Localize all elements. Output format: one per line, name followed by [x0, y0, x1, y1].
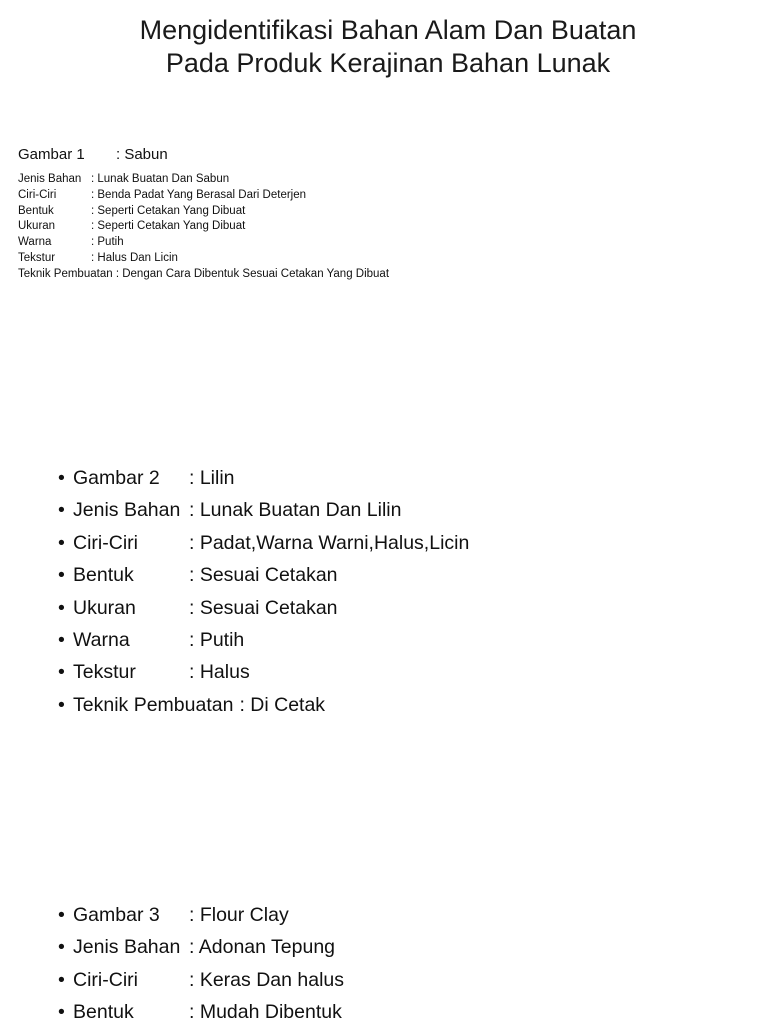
bullet-icon: •	[58, 693, 65, 716]
list-item-label: Jenis Bahan	[73, 499, 181, 522]
section-gambar-3-list	[58, 899, 738, 1029]
list-item	[58, 964, 738, 996]
section-1-heading	[18, 144, 478, 166]
title-line-1: Mengidentifikasi Bahan Alam Dan Buatan	[139, 15, 637, 45]
list-item-label: Warna	[73, 629, 130, 652]
list-item	[58, 592, 738, 624]
list-item	[58, 559, 738, 591]
bullet-icon: •	[58, 904, 65, 926]
detail-row-teknik-pembuatan	[18, 267, 418, 283]
detail-label: Ciri-Ciri	[18, 188, 57, 201]
list-item	[58, 527, 738, 559]
section-1-details	[18, 172, 478, 283]
list-item-label: Bentuk	[73, 1001, 134, 1024]
list-item-value: : Padat,Warna Warni,Halus,Licin	[189, 531, 470, 554]
list-item-value: : Putih	[189, 629, 245, 652]
list-item-label: Tekstur	[73, 661, 136, 684]
list-item	[58, 656, 738, 688]
detail-label: Jenis Bahan	[18, 173, 82, 185]
bullet-icon: •	[58, 936, 65, 959]
detail-row-ukuran	[18, 219, 478, 235]
detail-row-ciri-ciri	[18, 188, 478, 204]
detail-label: Ukuran	[18, 220, 56, 233]
section-gambar-1	[18, 144, 478, 283]
list-item	[58, 931, 738, 963]
list-item-label: Jenis Bahan	[73, 936, 181, 959]
bullet-icon: •	[58, 661, 65, 684]
detail-row-bentuk	[18, 204, 478, 220]
list-item	[58, 899, 738, 931]
detail-row-jenis-bahan	[18, 172, 478, 188]
list-item	[58, 494, 738, 526]
page-title	[0, 14, 768, 80]
detail-row-tekstur	[18, 251, 478, 267]
detail-value: : Lunak Buatan Dan Sabun	[91, 173, 230, 185]
list-item-value: : Flour Clay	[189, 904, 289, 926]
list-item-value: : Lilin	[189, 467, 235, 489]
list-item-value: : Sesuai Cetakan	[189, 564, 338, 587]
list-item	[58, 624, 738, 656]
detail-value: : Halus Dan Licin	[91, 251, 178, 264]
list-item-value: : Mudah Dibentuk	[189, 1001, 342, 1024]
bullet-icon: •	[58, 629, 65, 652]
bullet-icon: •	[58, 499, 65, 522]
bullet-icon: •	[58, 596, 65, 619]
list-item-label: Ciri-Ciri	[73, 968, 138, 991]
detail-value: : Putih	[91, 236, 124, 249]
section-1-heading-value: : Sabun	[116, 146, 168, 163]
detail-value: : Seperti Cetakan Yang Dibuat	[91, 204, 246, 217]
list-item-value: : Adonan Tepung	[189, 936, 336, 959]
detail-label: Tekstur	[18, 251, 56, 264]
bullet-icon: •	[58, 564, 65, 587]
detail-value: : Dengan Cara Dibentuk Sesuai Cetakan Yang Dibuat	[115, 267, 390, 280]
list-item-value: : Halus	[189, 661, 250, 684]
section-1-heading-label: Gambar 1	[18, 146, 85, 163]
list-item-value: : Lunak Buatan Dan Lilin	[189, 499, 402, 522]
list-item-label: Gambar 2	[73, 467, 160, 489]
list-item	[58, 462, 738, 494]
detail-value: : Benda Padat Yang Berasal Dari Deterjen	[91, 188, 307, 201]
list-item-value: : Di Cetak	[239, 693, 326, 716]
detail-label: Teknik Pembuatan	[18, 267, 113, 280]
bullet-icon: •	[58, 467, 65, 489]
detail-label: Warna	[18, 236, 52, 249]
list-item-label: Ukuran	[73, 596, 136, 619]
list-item	[58, 689, 738, 721]
list-item-label: Gambar 3	[73, 904, 160, 926]
bullet-icon: •	[58, 968, 65, 991]
list-item-label: Teknik Pembuatan	[73, 693, 234, 716]
list-item-value: : Keras Dan halus	[189, 968, 345, 991]
list-item-value: : Sesuai Cetakan	[189, 596, 338, 619]
list-item-label: Ciri-Ciri	[73, 531, 138, 554]
section-gambar-2-list	[58, 462, 738, 721]
list-item-label: Bentuk	[73, 564, 134, 587]
bullet-icon: •	[58, 1001, 65, 1024]
detail-value: : Seperti Cetakan Yang Dibuat	[91, 220, 246, 233]
title-line-2: Pada Produk Kerajinan Bahan Lunak	[165, 48, 611, 78]
detail-label: Bentuk	[18, 204, 54, 217]
bullet-icon: •	[58, 531, 65, 554]
detail-row-warna	[18, 235, 478, 251]
